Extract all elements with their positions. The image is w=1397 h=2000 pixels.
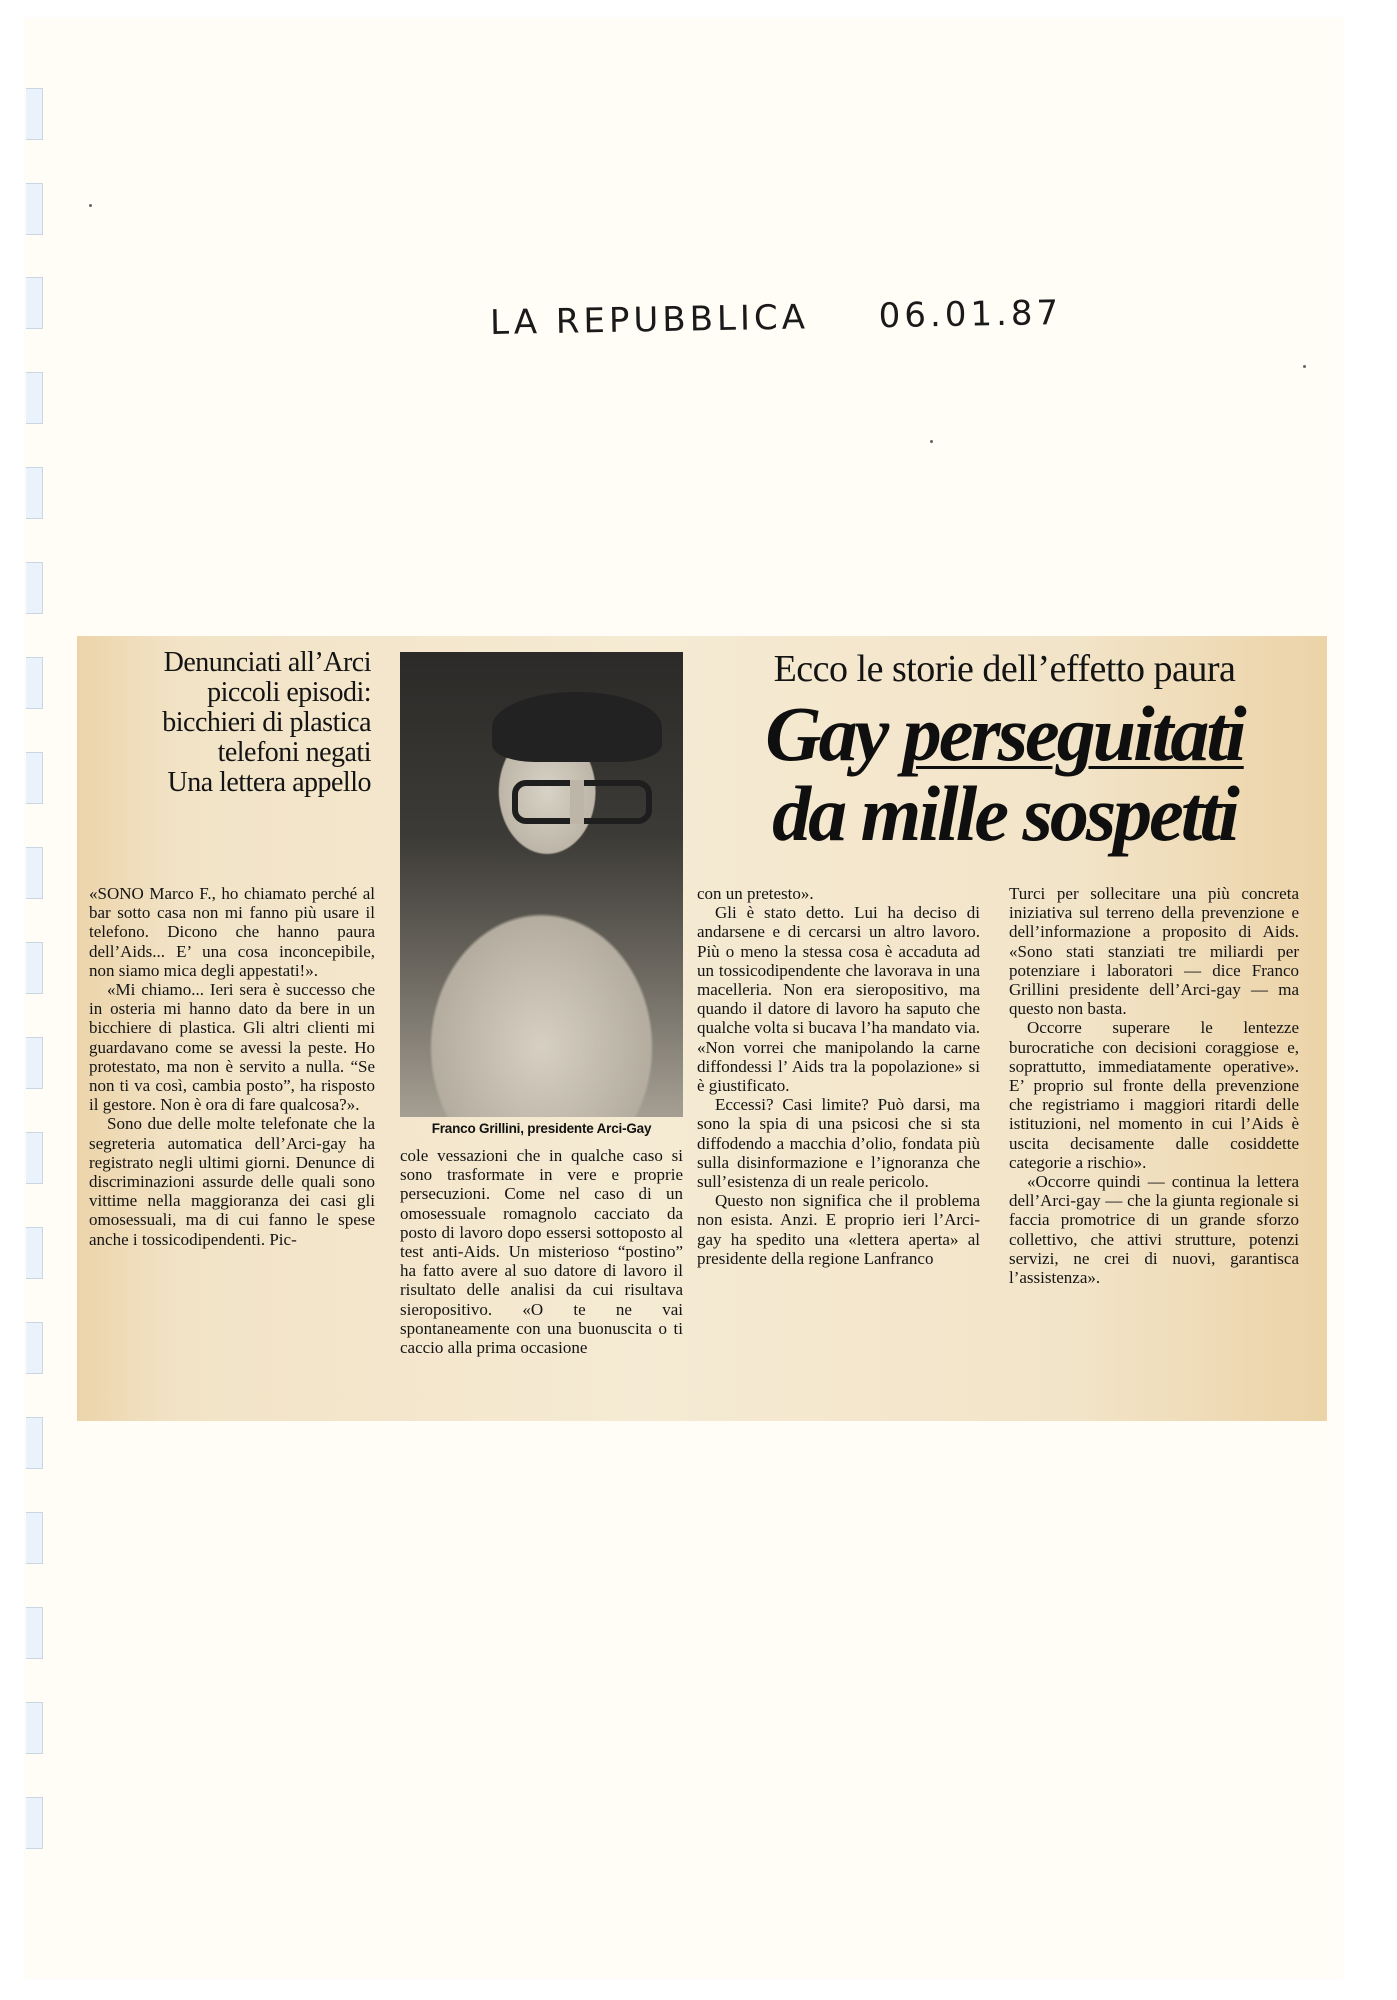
newspaper-clipping <box>77 636 1327 1421</box>
binder-tab <box>26 1607 43 1659</box>
paragraph: Eccessi? Casi limite? Può darsi, ma sono la spia di una psicosi che si sta diffodendo a macchia d’olio, fondata più sulla disinformazione e l’ignoranza che sull’esistenza di un reale pericolo. <box>697 1095 980 1192</box>
speck <box>930 440 933 443</box>
binder-tab <box>26 1417 43 1469</box>
deck-line: Una lettera appello <box>167 767 371 798</box>
binder-tab <box>26 1322 43 1374</box>
binder-tab <box>26 372 43 424</box>
photo-glasses <box>512 780 652 824</box>
portrait-photo <box>400 652 683 1117</box>
paragraph: Turci per sollecitare una più concreta iniziativa sul terreno della prevenzione e dell’informazione a proposito di Aids. «Sono stati stanziati tre miliardi per potenziare i laboratori — dice Franco Grillini presidente dell’Arci-gay — ma questo non basta. <box>1009 884 1299 1019</box>
paragraph: con un pretesto». <box>697 884 814 903</box>
binder-tab <box>26 1132 43 1184</box>
article-column-4 <box>1009 884 1299 1287</box>
paragraph: Occorre superare le lentezze burocratiche con decisioni coraggiose e, soprattutto, immediatamente operative». E’ proprio sul fronte della prevenzione che registriamo i maggiori ritardi delle istituzioni, nel momento in cui l’Aids è uscita decisamente dalle cosiddette categorie a rischio». <box>1009 1018 1299 1172</box>
headline-line: da mille sospetti <box>772 770 1237 857</box>
binder-tab <box>26 942 43 994</box>
article-column-2 <box>400 1146 683 1357</box>
binder-tab <box>26 1512 43 1564</box>
binder-tab <box>26 562 43 614</box>
paragraph: Sono due delle molte telefonate che la segreteria automatica dell’Arci-gay ha registrato negli ultimi giorni. Denunce di discriminazioni assurde delle quali sono vittime nella maggioranza dei casi gli omosessuali, ma di cui fanno le spese anche i tossicodipendenti. Pic- <box>89 1114 375 1249</box>
paragraph: Questo non significa che il problema non esista. Anzi. E proprio ieri l’Arci-gay ha spedito una «lettera aperta» al presidente della regione Lanfranco <box>697 1191 980 1268</box>
headline-underlined-word: perseguitati <box>902 690 1244 777</box>
article-deck <box>77 648 371 798</box>
photo-caption: Franco Grillini, presidente Arci-Gay <box>431 1121 652 1136</box>
binder-tab <box>26 752 43 804</box>
photo-hair <box>492 692 662 762</box>
deck-line: telefoni negati <box>217 737 371 768</box>
binder-tab <box>26 1037 43 1089</box>
deck-line: bicchieri di plastica <box>162 707 371 738</box>
binder-tab <box>26 1702 43 1754</box>
paragraph: cole vessazioni che in qualche caso si sono trasformate in vere e proprie persecuzioni. Come nel caso di un omosessuale romagnolo cacciato da posto di lavoro dopo essersi sottoposto al test anti-Aids. Un misterioso “postino” ha fatto avere al suo datore di lavoro il risultato delle analisi da cui risultava sieropositivo. «O te ne vai spontaneamente con una buonuscita o ti caccio alla prima occasione <box>400 1146 683 1358</box>
deck-line: Denunciati all’Arci <box>163 647 371 678</box>
speck <box>89 204 92 207</box>
headline-word: Gay <box>765 690 903 777</box>
paragraph: «Mi chiamo... Ieri sera è successo che in osteria mi hanno dato da bere in un bicchiere di plastica. Gli altri clienti mi guardavano come se avessi la peste. Ho protestato, ma non è servito a nulla. “Se non ti va così, cambia posto”, ha risposto il gestore. Non è ora di fare qualcosa?». <box>89 980 375 1115</box>
binder-tab <box>26 467 43 519</box>
article-column-3 <box>697 884 980 1268</box>
binder-tab <box>26 847 43 899</box>
binder-tab <box>26 657 43 709</box>
handwritten-date: 06.01.87 <box>878 293 1063 337</box>
handwritten-publication: LA REPUBBLICA <box>489 297 810 343</box>
paragraph: «Occorre quindi — continua la lettera dell’Arci-gay — che la giunta regionale si faccia promotrice di un grande sforzo collettivo, che attivi strutture, potenzi servizi, ne crei di nuovi, garantisca l’assistenza». <box>1009 1172 1299 1288</box>
binder-tab <box>26 1227 43 1279</box>
binder-tab <box>26 1797 43 1849</box>
binder-tab <box>26 88 43 140</box>
paragraph: «SONO Marco F., ho chiamato perché al bar sotto casa non mi fanno più usare il telefono. Dicono che hanno paura dell’Aids... E’ una cosa inconcepibile, non siamo mica degli appestati!». <box>89 884 375 980</box>
article-kicker: Ecco le storie dell’effetto paura <box>773 648 1236 690</box>
paragraph: Gli è stato detto. Lui ha deciso di andarsene e di cercarsi un altro lavoro. Più o meno la stessa cosa è accaduta ad un tossicodipendente che lavorava in una macelleria. Non era sieropositivo, ma quando il datore di lavoro ha saputo che qualche volta si bucava l’ha mandato via. «Non vorrei che manipolando la carne diffondessi l’ Aids tra la popolazione» si è giustificato. <box>697 903 980 1096</box>
speck <box>1303 365 1306 368</box>
binder-tab <box>26 183 43 235</box>
deck-line: piccoli episodi: <box>207 677 371 708</box>
article-headline <box>697 690 1312 857</box>
binder-tab <box>26 277 43 329</box>
article-column-1 <box>89 884 375 1249</box>
